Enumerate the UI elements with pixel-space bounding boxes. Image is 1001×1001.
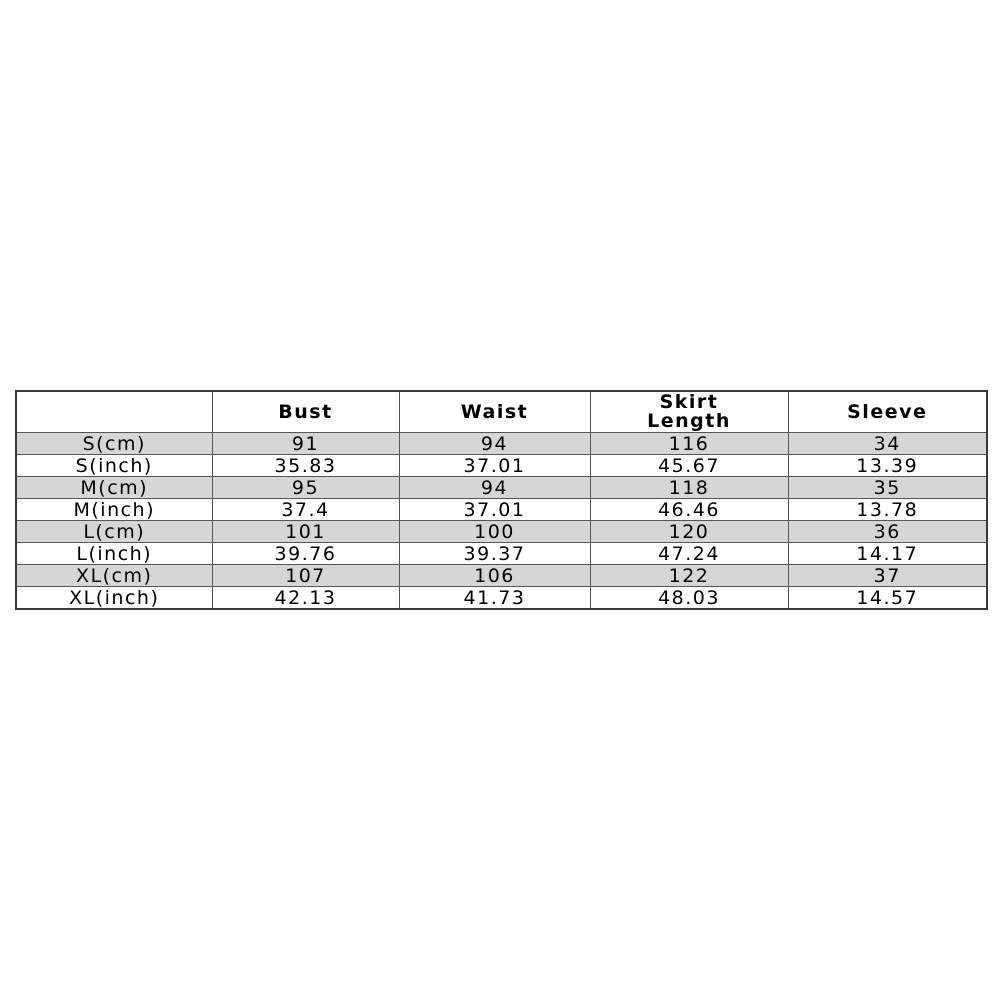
table-row	[16, 587, 987, 610]
table-row	[16, 521, 987, 543]
size-label-cell: M(cm)	[16, 477, 212, 499]
skirt-length-cell: 47.24	[590, 543, 788, 565]
skirt-length-cell: 118	[590, 477, 788, 499]
size-chart-table	[15, 390, 988, 610]
table-row	[16, 433, 987, 455]
bust-cell: 37.4	[212, 499, 399, 521]
sleeve-cell: 37	[788, 565, 987, 587]
sleeve-cell: 13.39	[788, 455, 987, 477]
size-label-cell: M(inch)	[16, 499, 212, 521]
waist-cell: 106	[399, 565, 590, 587]
waist-cell: 94	[399, 433, 590, 455]
sleeve-cell: 14.57	[788, 587, 987, 610]
header-row	[16, 391, 987, 433]
skirt-length-cell: 48.03	[590, 587, 788, 610]
table-row	[16, 477, 987, 499]
sleeve-cell: 34	[788, 433, 987, 455]
waist-cell: 37.01	[399, 499, 590, 521]
header-cell-size	[16, 391, 212, 433]
bust-cell: 95	[212, 477, 399, 499]
size-label-cell: L(cm)	[16, 521, 212, 543]
waist-cell: 41.73	[399, 587, 590, 610]
size-label-cell: S(inch)	[16, 455, 212, 477]
bust-cell: 39.76	[212, 543, 399, 565]
size-label-cell: XL(inch)	[16, 587, 212, 610]
header-cell-bust: Bust	[212, 391, 399, 433]
bust-cell: 107	[212, 565, 399, 587]
table-row	[16, 565, 987, 587]
table-row	[16, 455, 987, 477]
waist-cell: 100	[399, 521, 590, 543]
size-label-cell: L(inch)	[16, 543, 212, 565]
header-cell-sleeve: Sleeve	[788, 391, 987, 433]
table-row	[16, 543, 987, 565]
waist-cell: 94	[399, 477, 590, 499]
sleeve-cell: 13.78	[788, 499, 987, 521]
skirt-length-cell: 116	[590, 433, 788, 455]
header-cell-waist: Waist	[399, 391, 590, 433]
waist-cell: 37.01	[399, 455, 590, 477]
bust-cell: 101	[212, 521, 399, 543]
bust-cell: 35.83	[212, 455, 399, 477]
sleeve-cell: 14.17	[788, 543, 987, 565]
header-skirt-length-label: Skirt Length	[647, 391, 731, 432]
skirt-length-cell: 45.67	[590, 455, 788, 477]
sleeve-cell: 36	[788, 521, 987, 543]
bust-cell: 91	[212, 433, 399, 455]
sleeve-cell: 35	[788, 477, 987, 499]
skirt-length-cell: 46.46	[590, 499, 788, 521]
skirt-length-cell: 120	[590, 521, 788, 543]
skirt-length-cell: 122	[590, 565, 788, 587]
bust-cell: 42.13	[212, 587, 399, 610]
waist-cell: 39.37	[399, 543, 590, 565]
table-row	[16, 499, 987, 521]
header-cell-skirt-length	[590, 391, 788, 433]
size-label-cell: S(cm)	[16, 433, 212, 455]
size-label-cell: XL(cm)	[16, 565, 212, 587]
